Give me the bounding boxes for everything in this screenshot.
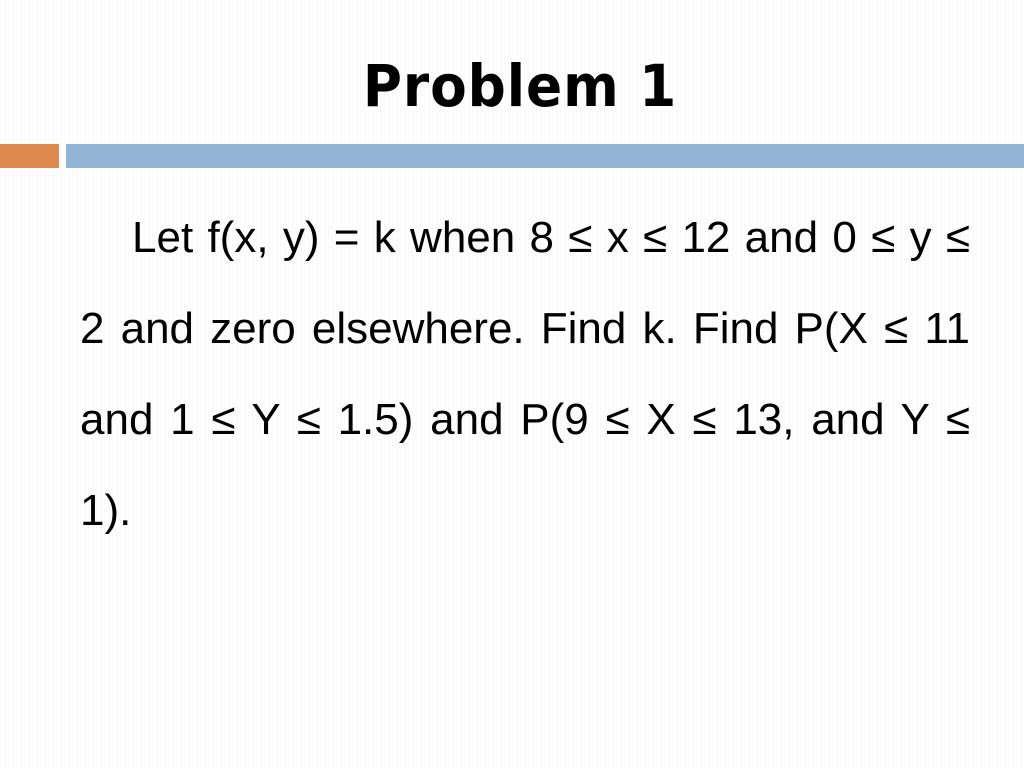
title-divider-bar bbox=[66, 144, 1024, 168]
problem-statement: Let f(x, y) = k when 8 ≤ x ≤ 12 and 0 ≤ y ≤ 2 and zero elsewhere. Find k. Find P(X ≤ 11 and 1 ≤ Y ≤ 1.5) and P(9 ≤ X ≤ 13, and Y ≤ 1). bbox=[80, 213, 970, 535]
accent-bar bbox=[0, 144, 59, 168]
slide-title: Problem 1 bbox=[362, 52, 678, 120]
